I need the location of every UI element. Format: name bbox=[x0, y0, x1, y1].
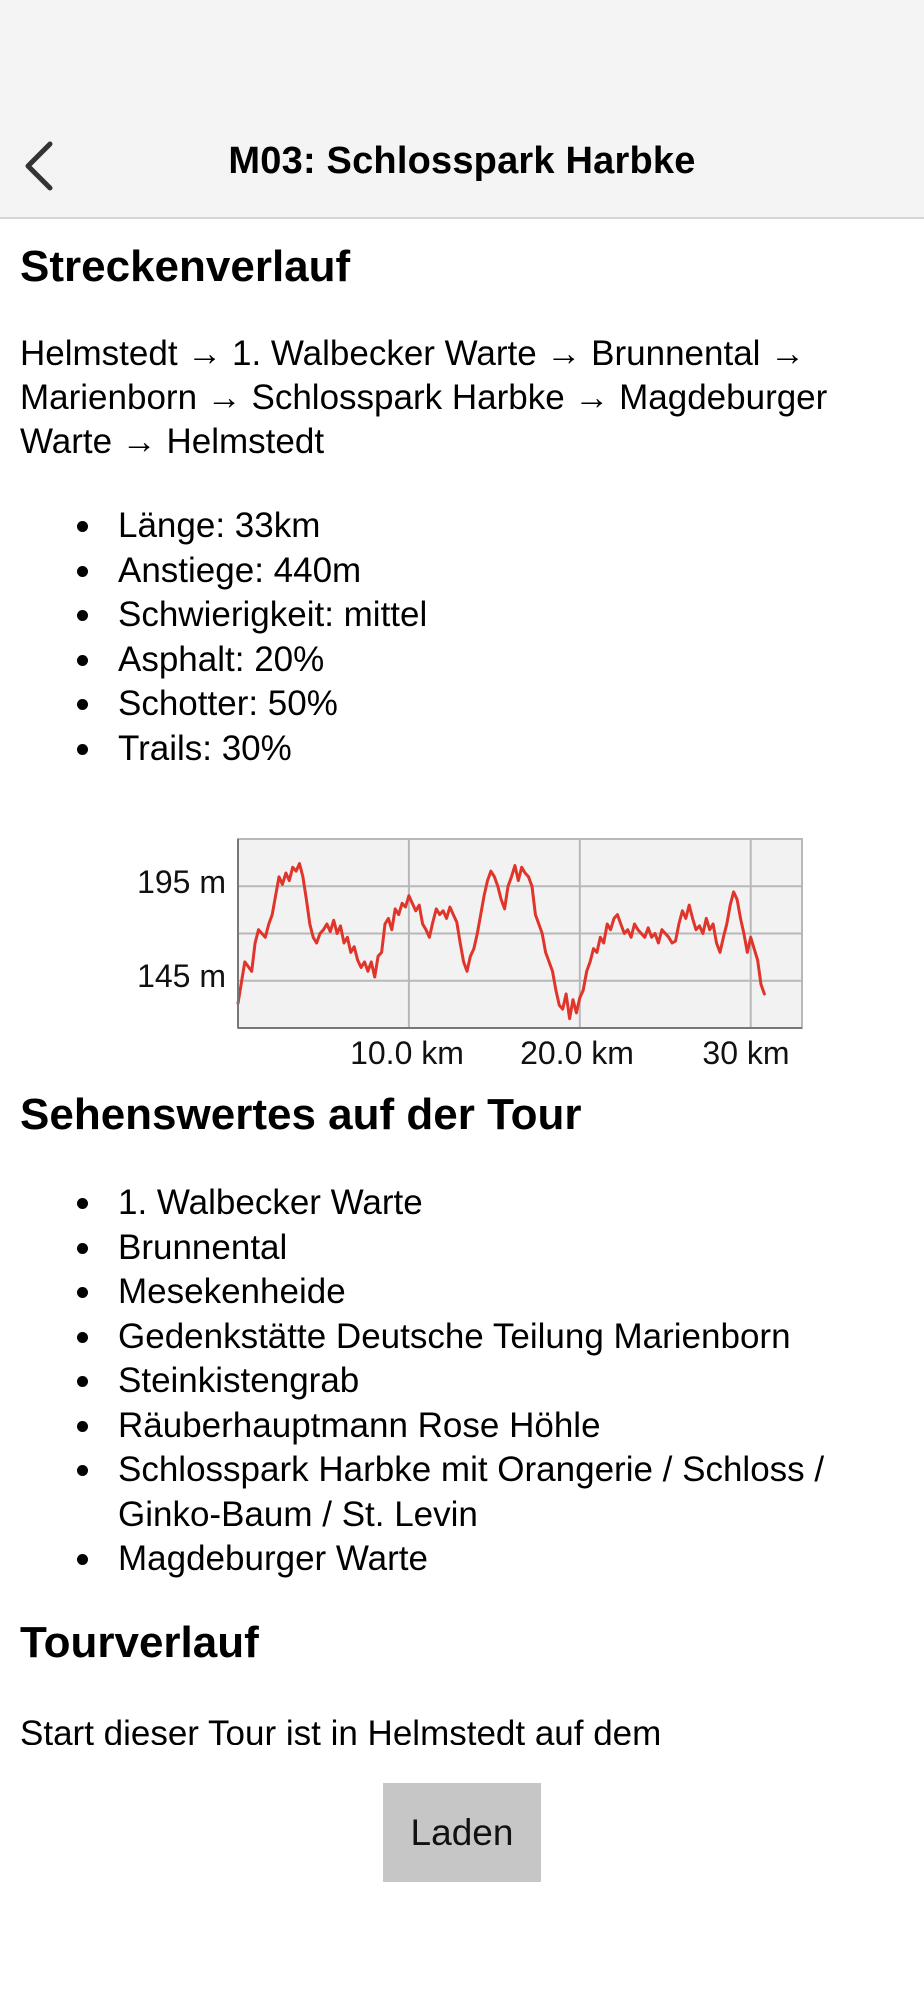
list-item: 1. Walbecker Warte bbox=[20, 1181, 900, 1226]
load-button[interactable]: Laden bbox=[383, 1783, 541, 1882]
list-item: Anstiege: 440m bbox=[20, 549, 900, 594]
x-tick-label-10: 10.0 km bbox=[350, 1035, 464, 1071]
route-description: Helmstedt → 1. Walbecker Warte → Brunnental → Marienborn → Schlosspark Harbke → Magdeburger Warte → Helmstedt bbox=[20, 334, 828, 461]
list-item: Mesekenheide bbox=[20, 1270, 900, 1315]
content-scroll-area[interactable] bbox=[0, 219, 924, 1745]
y-tick-label-195: 195 m bbox=[137, 864, 226, 900]
sights-list bbox=[20, 1181, 900, 1582]
list-item: Gedenkstätte Deutsche Teilung Marienborn bbox=[20, 1315, 900, 1360]
list-item: Asphalt: 20% bbox=[20, 638, 900, 683]
tour-heading: Tourverlauf bbox=[20, 1618, 259, 1667]
list-item: Schlosspark Harbke mit Orangerie / Schloss / Ginko-Baum / St. Levin bbox=[20, 1448, 900, 1537]
list-item: Brunnental bbox=[20, 1226, 900, 1271]
list-item: Länge: 33km bbox=[20, 504, 900, 549]
list-item: Schwierigkeit: mittel bbox=[20, 593, 900, 638]
sights-heading: Sehenswertes auf der Tour bbox=[20, 1090, 582, 1139]
list-item: Räuberhauptmann Rose Höhle bbox=[20, 1404, 900, 1449]
route-facts-list bbox=[20, 504, 900, 771]
status-bar bbox=[0, 0, 924, 110]
y-tick-label-145: 145 m bbox=[137, 958, 226, 994]
list-item: Trails: 30% bbox=[20, 727, 900, 772]
route-heading: Streckenverlauf bbox=[20, 242, 351, 291]
list-item: Schotter: 50% bbox=[20, 682, 900, 727]
elevation-chart bbox=[110, 819, 830, 1079]
list-item: Steinkistengrab bbox=[20, 1359, 900, 1404]
tour-description: Start dieser Tour ist in Helmstedt auf dem bbox=[20, 1714, 662, 1745]
x-tick-label-20: 20.0 km bbox=[520, 1035, 634, 1071]
x-tick-label-30: 30 km bbox=[702, 1035, 790, 1071]
navigation-bar bbox=[0, 110, 924, 219]
bottom-bar bbox=[0, 1745, 924, 2000]
page-title: M03: Schlosspark Harbke bbox=[228, 140, 696, 182]
list-item: Magdeburger Warte bbox=[20, 1537, 900, 1582]
